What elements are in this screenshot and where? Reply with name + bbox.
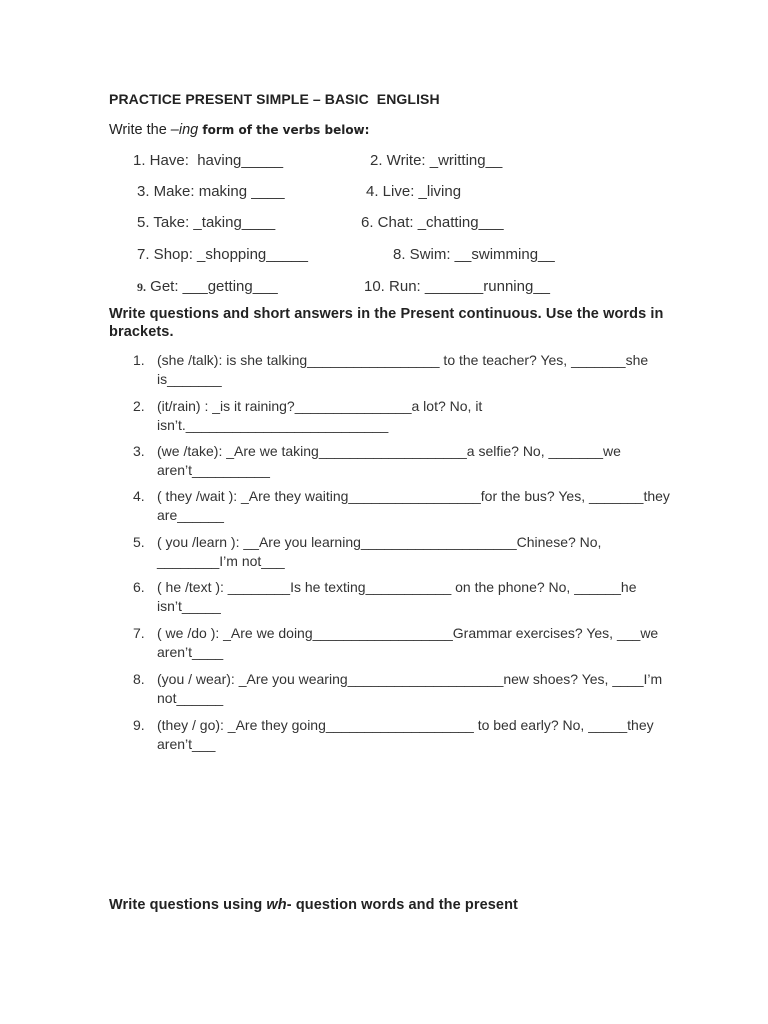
ing-item-text: Run: _______running__ xyxy=(384,278,550,295)
section-ing-heading xyxy=(109,122,369,138)
ing-item-3 xyxy=(137,183,285,200)
ing-item-number: 2. xyxy=(370,152,383,169)
worksheet-title: PRACTICE PRESENT SIMPLE – BASIC ENGLISH xyxy=(109,91,440,107)
question-number: 4. xyxy=(133,488,145,504)
ing-item-number: 6. xyxy=(361,214,374,231)
ing-item-text: Have: having_____ xyxy=(145,152,284,169)
ing-item-number: 3. xyxy=(137,183,150,200)
ing-item-text: Chat: _chatting___ xyxy=(373,214,504,231)
question-number: 1. xyxy=(133,352,145,368)
section-continuous-heading: Write questions and short answers in the Present continuous. Use the words in brackets. xyxy=(109,306,664,340)
ing-item-number: 7. xyxy=(137,246,150,263)
question-number: 8. xyxy=(133,671,145,687)
ing-item-number: 10. xyxy=(364,278,385,295)
heading-prefix: Write the xyxy=(109,122,171,138)
question-text: (you / wear): _Are you wearing____________________new shoes? Yes, ____I’m not______ xyxy=(157,671,663,706)
heading-rest: - question words and the present xyxy=(286,897,518,913)
question-text: ( they /wait ): _Are they waiting_________________for the bus? Yes, _______they are______ xyxy=(157,488,670,523)
question-number: 9. xyxy=(133,717,145,733)
question-text: (we /take): _Are we taking___________________a selfie? No, _______we aren’t__________ xyxy=(157,443,621,478)
question-2 xyxy=(133,397,673,434)
ing-item-number: 4. xyxy=(366,183,379,200)
question-text: (they / go): _Are they going___________________ to bed early? No, _____they aren’t___ xyxy=(157,717,654,752)
question-number: 2. xyxy=(133,398,145,414)
question-text: ( we /do ): _Are we doing__________________Grammar exercises? Yes, ___we aren’t____ xyxy=(157,625,659,660)
question-9 xyxy=(133,716,673,753)
ing-item-6 xyxy=(361,214,504,231)
ing-item-number: 8. xyxy=(393,246,406,263)
question-text: (she /talk): is she talking_________________ to the teacher? Yes, _______she is_______ xyxy=(157,352,649,387)
question-5 xyxy=(133,533,673,570)
ing-item-9 xyxy=(137,278,278,295)
ing-item-8 xyxy=(393,246,555,263)
ing-item-text: Live: _living xyxy=(378,183,462,200)
question-text: (it/rain) : _is it raining?_______________a lot? No, it isn’t.__________________________ xyxy=(157,398,483,433)
ing-item-1 xyxy=(133,152,283,169)
question-number: 5. xyxy=(133,534,145,550)
question-number: 6. xyxy=(133,579,145,595)
heading-rest: form of the verbs below: xyxy=(198,123,370,137)
question-1 xyxy=(133,351,673,388)
ing-item-number: 5. xyxy=(137,214,150,231)
ing-item-text: Make: making ____ xyxy=(149,183,285,200)
ing-item-10 xyxy=(364,278,550,295)
question-7 xyxy=(133,624,673,661)
question-text: ( you /learn ): __Are you learning____________________Chinese? No, ________I’m not___ xyxy=(157,534,602,569)
ing-item-text: Write: _writting__ xyxy=(382,152,503,169)
ing-item-text: Take: _taking____ xyxy=(149,214,276,231)
heading-wh: wh xyxy=(266,897,287,913)
ing-item-text: Swim: __swimming__ xyxy=(405,246,555,263)
question-number: 3. xyxy=(133,443,145,459)
question-6 xyxy=(133,578,673,615)
heading-ing: –ing xyxy=(170,122,199,138)
heading-prefix: Write questions using xyxy=(109,897,267,913)
section-wh-heading xyxy=(109,897,518,913)
ing-item-4 xyxy=(366,183,461,200)
ing-item-5 xyxy=(137,214,275,231)
ing-item-7 xyxy=(137,246,308,263)
ing-item-2 xyxy=(370,152,502,169)
question-8 xyxy=(133,670,673,707)
ing-item-number: 1. xyxy=(133,152,146,169)
ing-item-number: 9. xyxy=(137,280,146,294)
question-text: ( he /text ): ________Is he texting___________ on the phone? No, ______he isn’t_____ xyxy=(157,579,637,614)
ing-item-text: Get: ___getting___ xyxy=(146,278,278,295)
question-4 xyxy=(133,487,673,524)
question-3 xyxy=(133,442,673,479)
question-number: 7. xyxy=(133,625,145,641)
ing-item-text: Shop: _shopping_____ xyxy=(149,246,308,263)
